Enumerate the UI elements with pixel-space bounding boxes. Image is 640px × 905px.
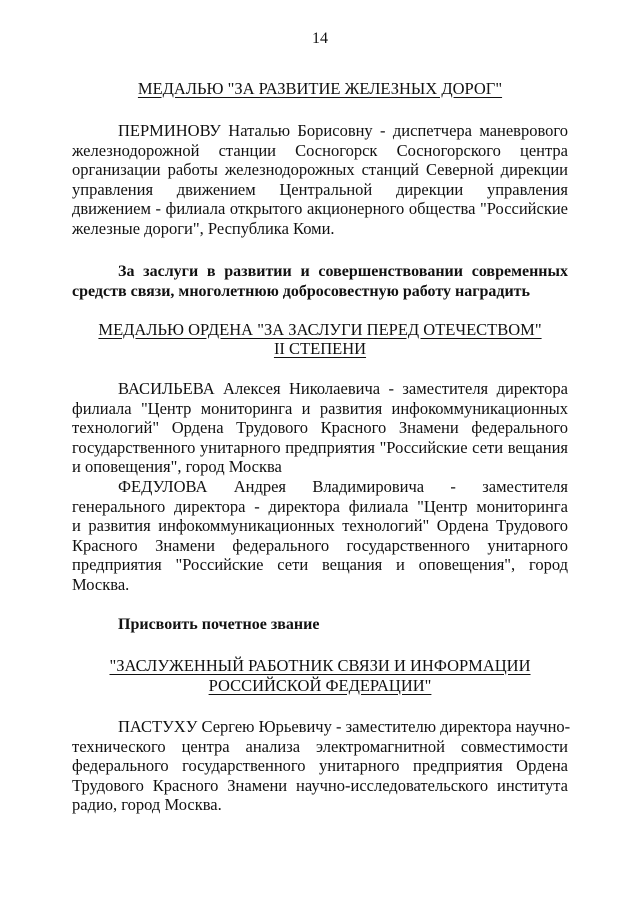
text-line: Москва.: [72, 574, 130, 594]
text-line: технологий" Ордена Трудового Красного Знамени федерального: [72, 418, 568, 438]
recipient-pastukh: [72, 717, 571, 815]
text-line: ПАСТУХУ Сергею Юрьевичу - заместителю директора научно-: [118, 717, 571, 736]
text-line: железнодорожной станции Сосногорск Сосногорского центра: [72, 140, 568, 160]
text-line: организации работы железнодорожных станций Северной дирекции: [72, 160, 568, 180]
text-line: предприятия "Российские сети вещания и оповещения", город: [72, 555, 568, 575]
text-line: технического центра анализа электромагнитной совместимости: [72, 736, 568, 756]
recipient-perminova: [72, 121, 568, 239]
text-line: ФЕДУЛОВА Андрея Владимировича - заместителя: [118, 477, 568, 496]
text-line: государственного унитарного предприятия "Российские сети вещания: [72, 437, 568, 457]
text-line: ПЕРМИНОВУ Наталью Борисовну - диспетчера маневрового: [118, 121, 568, 140]
text-line: управления движением Центральной дирекции управления: [72, 179, 568, 199]
text-line: федерального государственного унитарного предприятия Ордена: [72, 756, 568, 776]
heading-honorary-title-line1: "ЗАСЛУЖЕННЫЙ РАБОТНИК СВЯЗИ И ИНФОРМАЦИИ: [109, 656, 531, 675]
text-line: движением - филиала открытого акционерного общества "Российские: [72, 199, 568, 219]
text-line: железные дороги", Республика Коми.: [72, 218, 335, 238]
text-line: филиала "Центр мониторинга и развития инфокоммуникационных: [72, 398, 568, 418]
text-line: генерального директора - директора филиала "Центр мониторинга: [72, 496, 568, 516]
honorary-title-intro: Присвоить почетное звание: [118, 616, 320, 633]
text-line: и развития инфокоммуникационных технологий" Ордена Трудового: [72, 516, 568, 536]
text-line: ВАСИЛЬЕВА Алексея Николаевича - заместителя директора: [118, 379, 568, 398]
heading-medal-order-line2: II СТЕПЕНИ: [273, 339, 367, 358]
text-line: и оповещения", город Москва: [72, 457, 282, 477]
recipient-fedulov: [72, 477, 568, 595]
heading-honorary-title-line2: РОССИЙСКОЙ ФЕДЕРАЦИИ": [208, 676, 432, 695]
text-line: За заслуги в развитии и совершенствовании современных: [118, 263, 568, 280]
recipient-vasilyev: [72, 379, 568, 477]
page-number: 14: [312, 30, 328, 47]
heading-medal-order-line1: МЕДАЛЬЮ ОРДЕНА "ЗА ЗАСЛУГИ ПЕРЕД ОТЕЧЕСТВОМ": [98, 320, 542, 339]
text-line: средств связи, многолетнюю добросовестную работу наградить: [72, 283, 530, 300]
merits-statement: [72, 262, 568, 302]
text-line: радио, город Москва.: [72, 795, 222, 815]
heading-medal-railways: МЕДАЛЬЮ "ЗА РАЗВИТИЕ ЖЕЛЕЗНЫХ ДОРОГ": [137, 79, 503, 98]
text-line: Красного Знамени федерального государственного унитарного: [72, 535, 568, 555]
text-line: Трудового Красного Знамени научно-исследовательского института: [72, 775, 568, 795]
